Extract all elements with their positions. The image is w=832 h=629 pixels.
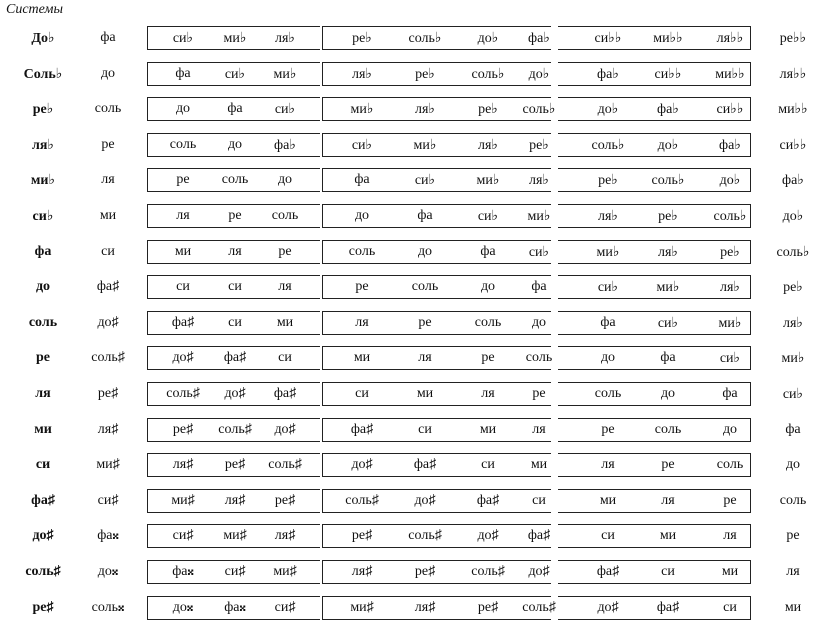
note-cell: фа𝄪 [172,564,194,579]
note-cell: ля [355,314,369,330]
note-cell: фа♯ [656,599,680,615]
note-cell: ми [479,421,497,437]
table-row [0,236,832,270]
note-cell: соль♭ [408,31,442,46]
note-cell: фа [785,421,801,437]
note-cell: ре♯ [274,492,296,508]
note-cell: ре♭ [658,209,678,224]
note-cell: до♭ [477,31,499,46]
note-cell: ля♯ [274,528,296,544]
note-cell: фа♭ [719,137,741,153]
note-cell: си♯ [97,492,119,508]
note-cell: ми♭ [350,102,374,118]
system-key: ре [36,350,50,366]
note-cell: соль [525,350,553,366]
note-cell: ми [276,314,294,330]
note-cell: си [723,599,737,615]
note-cell: до𝄪 [97,564,119,579]
note-cell: до♭ [597,102,619,118]
note-cell: ми [599,492,617,508]
note-cell: до [277,172,293,188]
note-cell: фа♯ [96,279,120,295]
system-key: си♭ [32,209,54,224]
note-cell: соль♭ [522,102,556,118]
note-cell: ми♯ [273,564,297,579]
note-cell: ми [530,457,548,473]
note-cell: фа♭ [597,66,619,82]
system-key: ля [35,386,51,401]
note-cell: ля♭ [597,209,619,224]
note-cell: си [228,279,242,295]
note-cell: фа [175,65,191,81]
note-cell: до [531,314,547,330]
note-cell: до♯ [97,314,119,330]
note-cell: ля♯ [97,421,119,437]
note-cell: до [660,386,676,401]
note-cell: ре [418,314,432,330]
note-cell: фа♯ [350,421,374,437]
note-cell: соль♯ [268,457,302,473]
note-cell: фа♯ [171,314,195,330]
system-key: фа♯ [31,492,55,508]
note-cell: ля♭ [657,244,679,260]
note-cell: до♭ [528,66,550,82]
note-cell: ля♭ [351,66,373,82]
note-cell: до♯ [351,457,373,473]
note-cell: ми♭ [273,66,297,82]
note-cell: соль [716,457,744,473]
note-cell: си♭ [782,387,804,402]
note-cell: ре [786,528,800,544]
note-cell: ля [532,421,546,437]
note-cell: си♭ [528,244,550,260]
note-cell: до [175,101,191,117]
note-cell: ля♭♭ [779,66,807,82]
note-cell: ми♭♭ [778,102,808,118]
note-cell: ля♭ [477,137,499,153]
note-cell: ре♭ [529,137,549,153]
note-cell: соль♯ [471,564,505,579]
note-cell: соль♯ [345,492,379,508]
note-cell: ля♭ [719,280,741,296]
note-cell: си♭ [414,173,436,189]
system-key: фа [34,243,52,259]
note-cell: фа♭ [782,173,804,189]
note-cell: соль♭ [776,244,810,260]
note-cell: ля [101,172,115,188]
note-cell: ре♭ [783,280,803,296]
note-cell: ре [481,350,495,366]
note-cell: фа𝄪 [224,599,246,615]
note-cell: соль♭ [591,137,625,153]
note-cell: фа [100,30,116,45]
note-cell: ля [786,564,800,579]
system-key: ре♯ [32,599,54,615]
note-cell: ми [784,599,802,615]
note-cell: до♭ [782,209,804,224]
note-cell: си [176,279,190,295]
note-cell: ре♯ [97,386,119,401]
system-key: до♯ [32,528,54,544]
note-cell: фа♯ [413,457,437,473]
note-cell: до [354,208,370,223]
note-cell: ля [661,492,675,508]
note-cell: до♯ [224,386,246,401]
table-row [0,200,832,234]
note-cell: си [355,386,369,401]
note-cell: соль [654,421,682,437]
note-cell: фа♭ [528,31,550,46]
note-cell: фа [722,386,738,401]
note-cell: си [601,528,615,544]
note-cell: ми [353,350,371,366]
note-cell: соль [169,136,197,152]
note-cell: фа [531,279,547,295]
note-cell: ре [532,386,546,401]
note-cell: до♯ [597,599,619,615]
note-cell: фа [660,350,676,366]
note-cell: ля [481,386,495,401]
table-row [0,592,832,626]
system-key: ми [34,421,52,437]
note-cell: си♭♭ [594,31,622,46]
table-row [0,307,832,341]
note-cell: ми♯ [223,528,247,544]
table-row [0,449,832,483]
note-cell: фа♯ [273,386,297,401]
note-cell: соль♯ [91,350,125,366]
note-cell: си♭ [657,315,679,331]
note-cell: ми [99,208,117,223]
note-cell: соль [271,208,299,223]
note-cell: ре♯ [224,457,246,473]
note-cell: си♭ [172,31,194,46]
note-cell: ре [176,172,190,188]
note-cell: ре♭ [415,66,435,82]
note-cell: ми♭ [223,31,247,46]
note-cell: ре [601,421,615,437]
note-cell: ре [228,208,242,223]
table-row [0,93,832,127]
note-cell: си♯ [172,528,194,544]
note-cell: ля♭ [782,315,804,331]
note-cell: си♭ [477,209,499,224]
table-row [0,342,832,376]
system-key: соль♯ [25,564,61,579]
note-cell: ля♯ [172,457,194,473]
note-cell: фа♯ [476,492,500,508]
note-cell: соль♭ [471,66,505,82]
note-cell: ми [174,243,192,259]
note-cell: до [722,421,738,437]
note-cell: ре♭ [720,244,740,260]
note-cell: ре [355,279,369,295]
note-cell: фа [417,208,433,223]
note-cell: до♭ [657,137,679,153]
note-cell: ми♭ [718,315,742,331]
table-row [0,556,832,590]
note-cell: соль [411,279,439,295]
system-key: до [35,279,51,295]
note-cell: фа [600,314,616,330]
note-cell: ре [101,136,115,152]
note-cell: си [661,564,675,579]
note-cell: соль♯ [218,421,252,437]
note-cell: ре♯ [172,421,194,437]
note-cell: ля [418,350,432,366]
note-cell: ля♭ [414,102,436,118]
note-cell: ре♭ [352,31,372,46]
note-cell: до♯ [414,492,436,508]
table-row [0,271,832,305]
note-cell: до♯ [528,564,550,579]
note-cell: ми♭ [527,209,551,224]
system-key: ре♭ [32,102,54,118]
note-cell: ми♭♭ [653,31,683,46]
note-cell: си♭ [224,66,246,82]
note-cell: ля♭ [274,31,296,46]
note-cell: ре♭ [598,173,618,189]
table-row [0,129,832,163]
note-cell: ми♯ [350,599,374,615]
system-key: До♭ [31,31,55,46]
note-cell: ля♯ [351,564,373,579]
note-cell: си [101,243,115,259]
note-cell: си [278,350,292,366]
table-row [0,520,832,554]
note-cell: си♭♭ [654,66,682,82]
note-cell: соль [348,243,376,259]
note-cell: си♭♭ [779,137,807,153]
table-row [0,485,832,519]
note-cell: соль [221,172,249,188]
note-cell: соль [94,101,122,117]
note-cell: ми♭ [656,280,680,296]
note-cell: соль♭ [713,209,747,224]
note-cell: ре [661,457,675,473]
note-cell: фа♭ [657,102,679,118]
note-cell: соль♯ [408,528,442,544]
note-cell: фа♯ [527,528,551,544]
note-cell: ля [601,457,615,473]
note-cell: ми♭ [781,351,805,367]
note-cell: соль [594,386,622,401]
note-cell: си♭ [351,137,373,153]
note-cell: фа [227,101,243,117]
note-cell: фа [480,243,496,259]
note-cell: ре♯ [477,599,499,615]
note-cell: ре♭ [478,102,498,118]
note-cell: ре♯ [351,528,373,544]
note-cell: ля [228,243,242,259]
note-cell: си [418,421,432,437]
note-cell: ля [723,528,737,544]
note-cell: соль♯ [166,386,200,401]
note-cell: си [481,457,495,473]
note-cell: ре [278,243,292,259]
note-cell: соль♯ [522,599,556,615]
note-cell: си♭♭ [716,102,744,118]
table-row [0,22,832,56]
table-row [0,58,832,92]
system-key: си [35,457,51,473]
note-cell: до [600,350,616,366]
note-cell: фа♭ [274,137,296,153]
note-cell: до [227,136,243,152]
note-cell: ми♯ [171,492,195,508]
note-cell: ля♯ [224,492,246,508]
note-cell: соль♭ [651,173,685,189]
note-cell: соль [779,492,807,508]
note-cell: ми♯ [96,457,120,473]
note-cell: си♯ [274,599,296,615]
note-cell: ми♭ [596,244,620,260]
note-cell: до♯ [477,528,499,544]
note-cell: фа𝄪 [97,528,119,544]
note-cell: фа♯ [596,564,620,579]
note-cell: ля [278,279,292,295]
system-key: ля♭ [31,137,55,153]
note-cell: ми♭ [476,173,500,189]
system-key: Соль♭ [23,66,63,82]
note-cell: ля♯ [414,599,436,615]
note-cell: ми♭♭ [715,66,745,82]
note-cell: до♭ [719,173,741,189]
note-cell: ре♯ [414,564,436,579]
note-cell: до [417,243,433,259]
note-cell: ля♭ [528,173,550,189]
note-cell: ре [723,492,737,508]
note-cell: соль𝄪 [91,599,125,615]
note-cell: до♯ [172,350,194,366]
note-cell: си [532,492,546,508]
note-cell: фа [354,172,370,188]
note-cell: си♯ [224,564,246,579]
table-row [0,378,832,412]
note-cell: си [228,314,242,330]
note-cell: до [480,279,496,295]
note-cell: си♭ [274,102,296,118]
system-key: ми♭ [30,173,56,189]
note-cell: си♭ [719,351,741,367]
note-cell: ля♭♭ [716,31,744,46]
note-cell: си♭ [597,280,619,296]
note-cell: ми [721,564,739,579]
note-cell: фа♯ [223,350,247,366]
note-cell: до [100,65,116,81]
table-row [0,164,832,198]
note-cell: до [785,457,801,473]
system-key: соль [28,314,58,330]
note-cell: соль [474,314,502,330]
note-cell: ми♭ [413,137,437,153]
note-cell: ре♭♭ [779,31,807,46]
note-cell: ми [416,386,434,401]
page-title: Системы [6,2,63,17]
note-cell: до♯ [274,421,296,437]
note-cell: до𝄪 [172,599,194,615]
table-row [0,414,832,448]
note-cell: ми [659,528,677,544]
note-cell: ля [176,208,190,223]
